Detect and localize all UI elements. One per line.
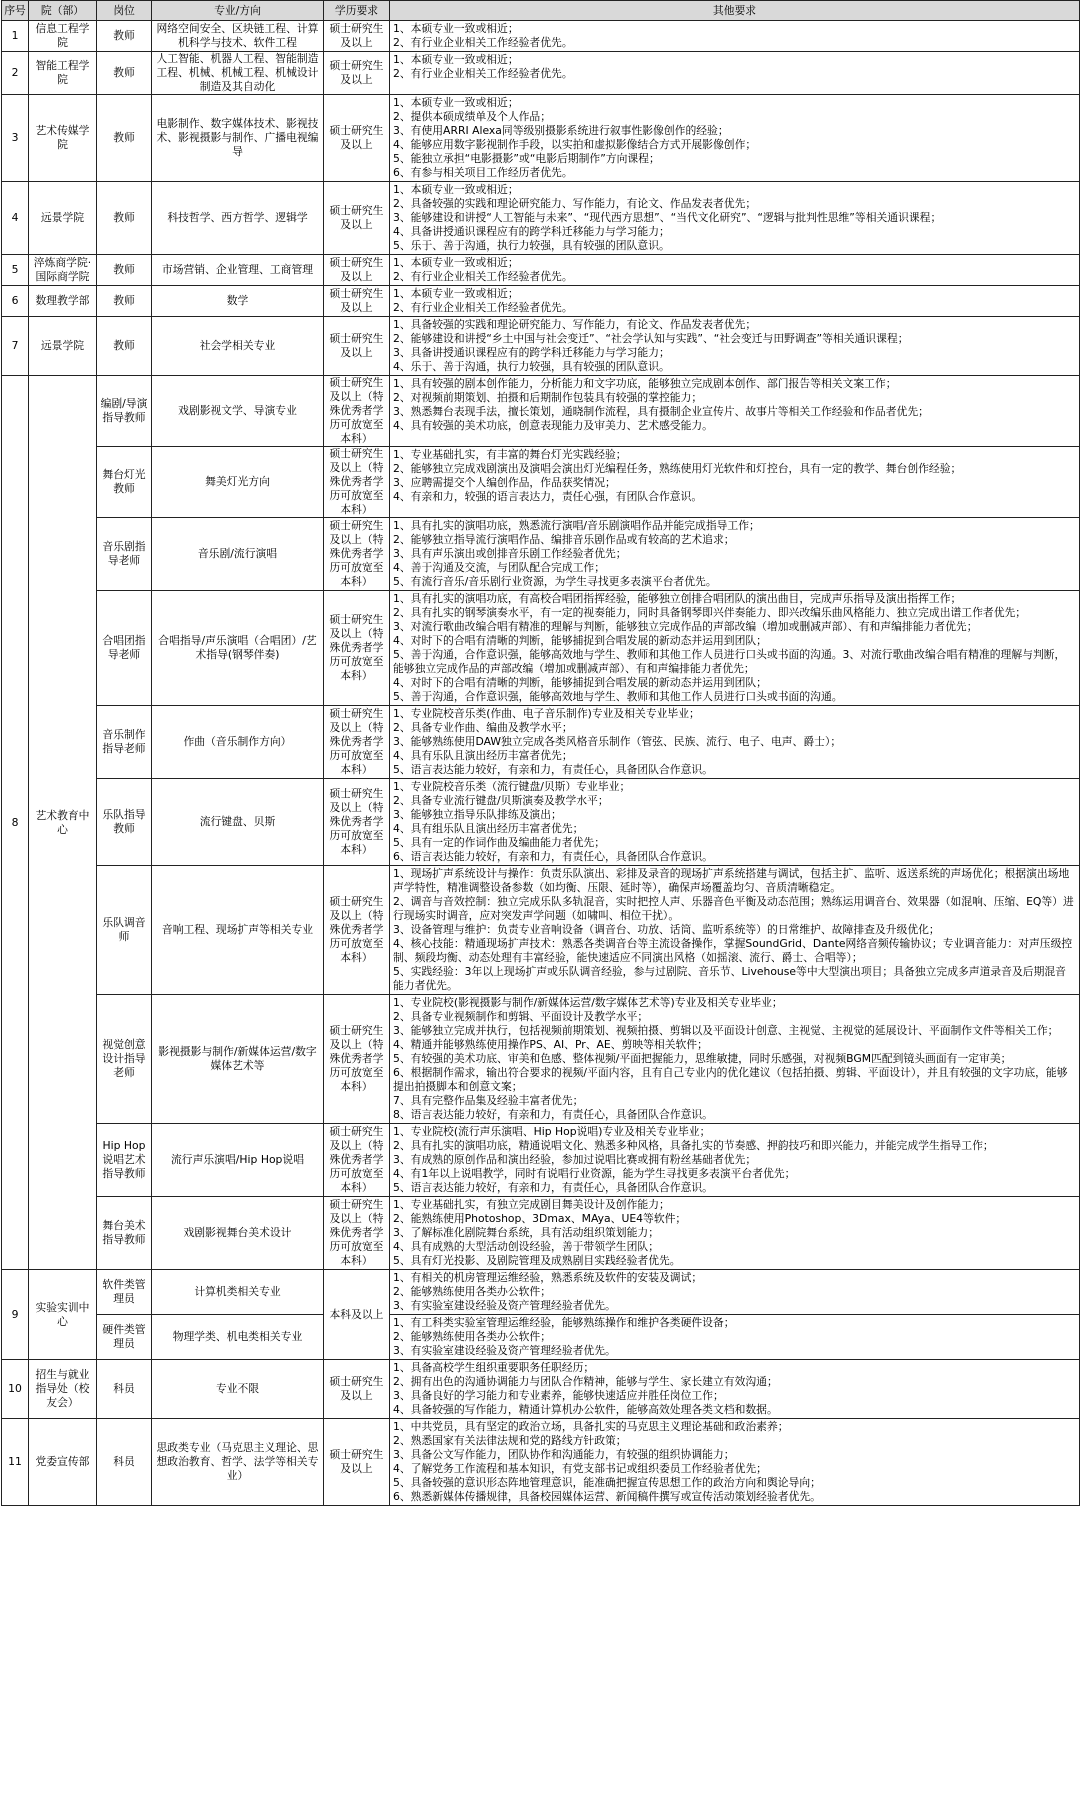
- table-row: [2, 866, 1080, 995]
- table-row: [2, 182, 1080, 255]
- requirement-line: 5、具备较强的意识形态阵地管理意识，能准确把握宣传思想工作的政治方向和舆论导向；: [393, 1476, 821, 1489]
- major-cell: 数学: [152, 286, 324, 317]
- requirement-line: 4、核心技能：精通现场扩声技术：熟悉各类调音台等主流设备操作，掌握SoundGrid、Dante网络音频传输协议；专业调音能力：对声压级控制、频段均衡、动态处理有丰富经验，能快速适应不同演出风格（如摇滚、流行、爵士、合唱等）；: [393, 937, 1073, 964]
- requirement-line: 2、具备专业视频制作和剪辑、平面设计及教学水平；: [393, 1010, 649, 1023]
- table-row: [2, 447, 1080, 518]
- row-number: 3: [2, 95, 29, 182]
- row-number: 9: [2, 1270, 29, 1360]
- requirement-line: 3、有成熟的原创作品和演出经验，参加过说唱比赛或拥有粉丝基础者优先；: [393, 1153, 757, 1166]
- requirements-cell: [390, 95, 1080, 182]
- major-cell: 影视摄影与制作/新媒体运营/数字媒体艺术等: [152, 995, 324, 1124]
- education-cell: 硕士研究生及以上（特殊优秀者学历可放宽至本科）: [324, 1124, 390, 1197]
- requirement-line: 5、有较强的美术功底、审美和色感、整体视频/平面把握能力，思维敏捷，同时乐感强，对视频BGM匹配到镜头画面有一定审美；: [393, 1052, 1012, 1065]
- table-row: [2, 1124, 1080, 1197]
- requirement-line: 4、有1年以上说唱教学，同时有说唱行业资源，能为学生寻找更多表演平台者优先；: [393, 1167, 796, 1180]
- requirement-line: 1、本硕专业一致或相近；: [393, 183, 519, 196]
- requirement-line: 1、中共党员，具有坚定的政治立场，具备扎实的马克思主义理论基础和政治素养；: [393, 1420, 789, 1433]
- requirement-line: 2、拥有出色的沟通协调能力与团队合作精神，能够与学生、家长建立有效沟通；: [393, 1375, 778, 1388]
- requirement-line: 1、现场扩声系统设计与操作：负责乐队演出、彩排及录音的现场扩声系统搭建与调试，包括主扩、监听、返送系统的声场优化；根据演出场地声学特性，精准调整设备参数（如均衡、压限、延时等），确保声场覆盖均匀、音质清晰稳定。: [393, 867, 1070, 894]
- requirement-line: 2、有行业企业相关工作经验者优先。: [393, 36, 573, 49]
- post-cell: 音乐制作指导老师: [97, 706, 152, 779]
- requirement-line: 3、能够独立指导乐队排练及演出；: [393, 808, 562, 821]
- education-cell: 硕士研究生及以上（特殊优秀者学历可放宽至本科）: [324, 1197, 390, 1270]
- requirement-line: 4、具备讲授通识课程应有的跨学科迁移能力与学习能力；: [393, 225, 670, 238]
- requirement-line: 2、具备专业流行键盘/贝斯演奏及教学水平；: [393, 794, 609, 807]
- requirement-line: 1、专业基础扎实，有独立完成剧目舞美设计及创作能力；: [393, 1198, 670, 1211]
- major-cell: 作曲（音乐制作方向）: [152, 706, 324, 779]
- requirement-line: 4、对时下的合唱有清晰的判断，能够捕捉到合唱发展的新动态并运用到团队；: [393, 634, 767, 647]
- post-cell: 合唱团指导老师: [97, 591, 152, 706]
- requirement-line: 2、有行业企业相关工作经验者优先。: [393, 270, 573, 283]
- requirement-line: 2、对视频前期策划、拍摄和后期制作包装具有较强的掌控能力；: [393, 391, 703, 404]
- requirement-line: 4、善于沟通及交流，与团队配合完成工作；: [393, 561, 606, 574]
- table-row: [2, 376, 1080, 447]
- requirement-line: 7、具有完整作品集及经验丰富者优先；: [393, 1094, 584, 1107]
- education-cell: 硕士研究生及以上: [324, 1419, 390, 1506]
- education-cell: 硕士研究生及以上（特殊优秀者学历可放宽至本科）: [324, 591, 390, 706]
- education-cell: 硕士研究生及以上: [324, 286, 390, 317]
- post-cell: 编剧/导演指导教师: [97, 376, 152, 447]
- table-row: [2, 779, 1080, 866]
- requirement-line: 4、乐于、善于沟通，执行力较强，具有较强的团队意识。: [393, 360, 670, 373]
- requirement-line: 4、能够应用数字影视制作手段，以实拍和虚拟影像结合方式开展影像创作；: [393, 138, 757, 151]
- requirements-cell: [390, 518, 1080, 591]
- major-cell: 舞美灯光方向: [152, 447, 324, 518]
- requirement-line: 3、熟悉舞台表现手法，擅长策划，通晓制作流程，具有摄制企业宣传片、故事片等相关工作经验和作品者优先；: [393, 405, 929, 418]
- education-cell: 硕士研究生及以上: [324, 317, 390, 376]
- requirement-line: 4、具有较强的美术功底，创意表现能力及审美力、艺术感受能力。: [393, 419, 713, 432]
- requirements-cell: [390, 1315, 1080, 1360]
- post-cell: 教师: [97, 95, 152, 182]
- requirement-line: 2、能够建设和讲授“乡土中国与社会变迁”、“社会学认知与实践”、“社会变迁与田野调查”等相关通识课程；: [393, 332, 909, 345]
- requirement-line: 2、能熟练使用Photoshop、3Dmax、MAya、UE4等软件；: [393, 1212, 687, 1225]
- requirements-cell: [390, 317, 1080, 376]
- table-row: [2, 995, 1080, 1124]
- major-cell: 音响工程、现场扩声等相关专业: [152, 866, 324, 995]
- requirement-line: 5、语言表达能力较好，有亲和力，有责任心，具备团队合作意识。: [393, 763, 713, 776]
- requirement-line: 4、具备较强的写作能力，精通计算机办公软件，能够高效处理各类文档和数据。: [393, 1403, 778, 1416]
- requirement-line: 6、有参与相关项目工作经历者优先。: [393, 166, 573, 179]
- requirement-line: 1、本硕专业一致或相近；: [393, 256, 519, 269]
- department-cell: 信息工程学院: [29, 21, 97, 52]
- requirements-cell: [390, 286, 1080, 317]
- table-row: [2, 1419, 1080, 1506]
- post-cell: 教师: [97, 317, 152, 376]
- requirements-cell: [390, 21, 1080, 52]
- requirement-line: 2、具有扎实的钢琴演奏水平，有一定的视奏能力，同时具备钢琴即兴伴奏能力、即兴改编乐曲风格能力、独立完成出谱工作者优先；: [393, 606, 1027, 619]
- row-number: 11: [2, 1419, 29, 1506]
- requirement-line: 4、有亲和力，较强的语言表达力，责任心强，有团队合作意识。: [393, 490, 703, 503]
- major-cell: 戏剧影视文学、导演专业: [152, 376, 324, 447]
- requirement-line: 4、具有成熟的大型活动创设经验，善于带领学生团队；: [393, 1240, 659, 1253]
- requirement-line: 1、本硕专业一致或相近；: [393, 53, 519, 66]
- table-row: [2, 706, 1080, 779]
- requirement-line: 2、具有扎实的演唱功底，精通说唱文化、熟悉多种风格，具备扎实的节奏感、押韵技巧和即兴能力，并能完成学生指导工作；: [393, 1139, 994, 1152]
- requirement-line: 3、有使用ARRI Alexa同等级别摄影系统进行叙事性影像创作的经验；: [393, 124, 729, 137]
- education-cell: 硕士研究生及以上: [324, 21, 390, 52]
- requirement-line: 5、善于沟通，合作意识强，能够高效地与学生、教师和其他工作人员进行口头或书面的沟通。: [393, 690, 843, 703]
- table-row: [2, 52, 1080, 95]
- major-cell: 合唱指导/声乐演唱（合唱团）/艺术指导(钢琴伴奏): [152, 591, 324, 706]
- major-cell: 市场营销、企业管理、工商管理: [152, 255, 324, 286]
- requirement-line: 1、专业院校(流行声乐演唱、Hip Hop说唱)专业及相关专业毕业；: [393, 1125, 711, 1138]
- requirement-line: 3、具备良好的学习能力和专业素养，能够快速适应并胜任岗位工作；: [393, 1389, 724, 1402]
- department-cell: 党委宣传部: [29, 1419, 97, 1506]
- requirements-cell: [390, 1419, 1080, 1506]
- requirement-line: 3、能够熟练使用DAW独立完成各类风格音乐制作（管弦、民族、流行、电子、电声、爵士）；: [393, 735, 842, 748]
- education-cell: 硕士研究生及以上: [324, 1360, 390, 1419]
- requirement-line: 4、对时下的合唱有清晰的判断，能够捕捉到合唱发展的新动态并运用到团队；: [393, 676, 767, 689]
- requirement-line: 1、本硕专业一致或相近；: [393, 287, 519, 300]
- requirement-line: 2、能够熟练使用各类办公软件；: [393, 1330, 552, 1343]
- row-number: 5: [2, 255, 29, 286]
- requirement-line: 2、提供本硕成绩单及个人作品；: [393, 110, 552, 123]
- table-row: [2, 518, 1080, 591]
- requirement-line: 6、熟悉新媒体传播规律，具备校园媒体运营、新闻稿件撰写或宣传活动策划经验者优先。: [393, 1490, 821, 1503]
- post-cell: 教师: [97, 286, 152, 317]
- requirement-line: 5、具有一定的作词作曲及编曲能力者优先；: [393, 836, 606, 849]
- table-row: [2, 591, 1080, 706]
- requirements-cell: [390, 866, 1080, 995]
- table-row: [2, 1315, 1080, 1360]
- requirement-line: 1、具有扎实的演唱功底，熟悉流行演唱/音乐剧演唱作品并能完成指导工作；: [393, 519, 760, 532]
- major-cell: 人工智能、机器人工程、智能制造工程、机械、机械工程、机械设计制造及其自动化: [152, 52, 324, 95]
- row-number: 8: [2, 376, 29, 1270]
- requirement-line: 3、了解标准化剧院舞台系统，具有活动组织策划能力；: [393, 1226, 659, 1239]
- requirement-line: 1、具备高校学生组织重要职务任职经历；: [393, 1361, 595, 1374]
- post-cell: 硬件类管理员: [97, 1315, 152, 1360]
- major-cell: 音乐剧/流行演唱: [152, 518, 324, 591]
- requirement-line: 3、能够建设和讲授“人工智能与未来”、“现代西方思想”、“当代文化研究”、“逻辑与批判性思维”等相关通识课程；: [393, 211, 942, 224]
- requirement-line: 3、有实验室建设经验及资产管理经验者优先。: [393, 1299, 616, 1312]
- requirement-line: 3、有实验室建设经验及资产管理经验者优先。: [393, 1344, 616, 1357]
- major-cell: 网络空间安全、区块链工程、计算机科学与技术、软件工程: [152, 21, 324, 52]
- requirement-line: 2、有行业企业相关工作经验者优先。: [393, 67, 573, 80]
- education-cell: 硕士研究生及以上: [324, 52, 390, 95]
- requirement-line: 8、语言表达能力较好，有亲和力，有责任心，具备团队合作意识。: [393, 1108, 713, 1121]
- major-cell: 电影制作、数字媒体技术、影视技术、影视摄影与制作、广播电视编导: [152, 95, 324, 182]
- post-cell: 教师: [97, 52, 152, 95]
- requirement-line: 3、应聘需提交个人编创作品，作品获奖情况；: [393, 476, 616, 489]
- post-cell: 科员: [97, 1419, 152, 1506]
- table-row: [2, 95, 1080, 182]
- education-cell: 硕士研究生及以上（特殊优秀者学历可放宽至本科）: [324, 518, 390, 591]
- major-cell: 物理学类、机电类相关专业: [152, 1315, 324, 1360]
- department-cell: 淬炼商学院·国际商学院: [29, 255, 97, 286]
- post-cell: Hip Hop说唱艺术指导教师: [97, 1124, 152, 1197]
- requirement-line: 2、具备较强的实践和理论研究能力、写作能力，有论文、作品发表者优先；: [393, 197, 757, 210]
- education-cell: 硕士研究生及以上（特殊优秀者学历可放宽至本科）: [324, 779, 390, 866]
- requirement-line: 4、了解党务工作流程和基本知识，有党支部书记或组织委员工作经验者优先；: [393, 1462, 767, 1475]
- requirement-line: 6、根据制作需求，输出符合要求的视频/平面内容，且有自己专业内的优化建议（包括拍摄、剪辑、平面设计），并且有较强的文字功底，能够提出拍摄脚本和创意文案；: [393, 1066, 1068, 1093]
- post-cell: 教师: [97, 182, 152, 255]
- requirement-line: 4、具有乐队且演出经历丰富者优先；: [393, 749, 573, 762]
- department-cell: 招生与就业指导处（校友会）: [29, 1360, 97, 1419]
- requirement-line: 2、能够独立完成戏剧演出及演唱会演出灯光编程任务，熟练使用灯光软件和灯控台，具有一定的教学、舞台创作经验；: [393, 462, 962, 475]
- table-row: [2, 317, 1080, 376]
- header-row: [2, 1, 1080, 21]
- header-major: 专业/方向: [152, 1, 324, 21]
- requirement-line: 3、能够独立完成并执行，包括视频前期策划、视频拍摄、剪辑以及平面设计创意、主视觉、主视觉的延展设计、平面制作文件等相关工作；: [393, 1024, 1059, 1037]
- post-cell: 科员: [97, 1360, 152, 1419]
- post-cell: 乐队调音师: [97, 866, 152, 995]
- requirements-cell: [390, 1270, 1080, 1315]
- department-cell: 实验实训中心: [29, 1270, 97, 1360]
- post-cell: 视觉创意设计指导老师: [97, 995, 152, 1124]
- major-cell: 专业不限: [152, 1360, 324, 1419]
- requirements-cell: [390, 52, 1080, 95]
- requirement-line: 4、具有组乐队且演出经历丰富者优先；: [393, 822, 584, 835]
- requirement-line: 2、能够熟练使用各类办公软件；: [393, 1285, 552, 1298]
- education-cell: 本科及以上: [324, 1270, 390, 1360]
- requirements-cell: [390, 995, 1080, 1124]
- department-cell: 远景学院: [29, 182, 97, 255]
- requirement-line: 1、具有扎实的演唱功底，有高校合唱团指挥经验，能够独立创排合唱团队的演出曲目，完成声乐指导及演出指挥工作；: [393, 592, 962, 605]
- requirement-line: 5、语言表达能力较好，有亲和力，有责任心，具备团队合作意识。: [393, 1181, 713, 1194]
- table-row: [2, 286, 1080, 317]
- major-cell: 社会学相关专业: [152, 317, 324, 376]
- department-cell: 数理教学部: [29, 286, 97, 317]
- requirement-line: 1、专业院校音乐类(作曲、电子音乐制作)专业及相关专业毕业；: [393, 707, 700, 720]
- department-cell: 智能工程学院: [29, 52, 97, 95]
- requirement-line: 3、具备讲授通识课程应有的跨学科迁移能力与学习能力；: [393, 346, 670, 359]
- requirement-line: 1、本硕专业一致或相近；: [393, 22, 519, 35]
- requirements-cell: [390, 1197, 1080, 1270]
- requirement-line: 1、具备较强的实践和理论研究能力、写作能力，有论文、作品发表者优先；: [393, 318, 757, 331]
- table-row: [2, 21, 1080, 52]
- major-cell: 流行键盘、贝斯: [152, 779, 324, 866]
- requirement-line: 2、具备专业作曲、编曲及教学水平；: [393, 721, 573, 734]
- requirement-line: 3、设备管理与维护：负责专业音响设备（调音台、功放、话筒、监听系统等）的日常维护、故障排查及升级优化；: [393, 923, 940, 936]
- requirement-line: 5、有流行音乐/音乐剧行业资源，为学生寻找更多表演平台者优先。: [393, 575, 717, 588]
- education-cell: 硕士研究生及以上（特殊优秀者学历可放宽至本科）: [324, 995, 390, 1124]
- table-row: [2, 1270, 1080, 1315]
- requirement-line: 5、善于沟通，合作意识强，能够高效地与学生、教师和其他工作人员进行口头或书面的沟通。3、对流行歌曲改编合唱有精准的理解与判断，能够独立完成作品的声部改编（增加或删减声部）、有和声编排能力者优先；: [393, 648, 1066, 675]
- requirement-line: 1、专业院校音乐类（流行键盘/贝斯）专业毕业；: [393, 780, 631, 793]
- requirement-line: 1、专业基础扎实，有丰富的舞台灯光实践经验；: [393, 448, 627, 461]
- row-number: 2: [2, 52, 29, 95]
- education-cell: 硕士研究生及以上（特殊优秀者学历可放宽至本科）: [324, 866, 390, 995]
- requirements-cell: [390, 779, 1080, 866]
- requirements-cell: [390, 1360, 1080, 1419]
- education-cell: 硕士研究生及以上: [324, 182, 390, 255]
- department-cell: 艺术传媒学院: [29, 95, 97, 182]
- row-number: 4: [2, 182, 29, 255]
- post-cell: 乐队指导教师: [97, 779, 152, 866]
- major-cell: 科技哲学、西方哲学、逻辑学: [152, 182, 324, 255]
- major-cell: 思政类专业（马克思主义理论、思想政治教育、哲学、法学等相关专业）: [152, 1419, 324, 1506]
- education-cell: 硕士研究生及以上（特殊优秀者学历可放宽至本科）: [324, 376, 390, 447]
- table-row: [2, 1360, 1080, 1419]
- row-number: 1: [2, 21, 29, 52]
- header-post: 岗位: [97, 1, 152, 21]
- requirement-line: 5、乐于、善于沟通，执行力较强，具有较强的团队意识。: [393, 239, 670, 252]
- department-cell: 远景学院: [29, 317, 97, 376]
- recruitment-table: [1, 0, 1080, 1506]
- row-number: 7: [2, 317, 29, 376]
- department-cell: 艺术教育中心: [29, 376, 97, 1270]
- post-cell: 舞台灯光教师: [97, 447, 152, 518]
- requirement-line: 4、精通并能够熟练使用操作PS、AI、Pr、AE、剪映等相关软件；: [393, 1038, 708, 1051]
- requirements-cell: [390, 1124, 1080, 1197]
- requirement-line: 3、对流行歌曲改编合唱有精准的理解与判断，能够独立完成作品的声部改编（增加或删减声部）、有和声编排能力者优先；: [393, 620, 978, 633]
- requirement-line: 6、语言表达能力较好，有亲和力，有责任心，具备团队合作意识。: [393, 850, 713, 863]
- requirement-line: 3、具有声乐演出或创排音乐剧工作经验者优先；: [393, 547, 627, 560]
- requirement-line: 2、有行业企业相关工作经验者优先。: [393, 301, 573, 314]
- post-cell: 软件类管理员: [97, 1270, 152, 1315]
- requirement-line: 5、能独立承担“电影摄影”或“电影后期制作”方向课程；: [393, 152, 660, 165]
- requirements-cell: [390, 182, 1080, 255]
- requirement-line: 2、能够独立指导流行演唱作品、编排音乐剧作品或有较高的艺术追求；: [393, 533, 735, 546]
- header-edu: 学历要求: [324, 1, 390, 21]
- requirement-line: 1、具有较强的剧本创作能力，分析能力和文字功底，能够独立完成剧本创作、部门报告等相关文案工作；: [393, 377, 897, 390]
- table-body: [2, 21, 1080, 1506]
- education-cell: 硕士研究生及以上: [324, 95, 390, 182]
- post-cell: 音乐剧指导老师: [97, 518, 152, 591]
- row-number: 10: [2, 1360, 29, 1419]
- requirements-cell: [390, 255, 1080, 286]
- requirement-line: 1、专业院校(影视摄影与制作/新媒体运营/数字媒体艺术等)专业及相关专业毕业；: [393, 996, 783, 1009]
- requirement-line: 3、具备公文写作能力，团队协作和沟通能力，有较强的组织协调能力；: [393, 1448, 735, 1461]
- table-row: [2, 1197, 1080, 1270]
- requirement-line: 2、熟悉国家有关法律法规和党的路线方针政策；: [393, 1434, 627, 1447]
- education-cell: 硕士研究生及以上（特殊优秀者学历可放宽至本科）: [324, 706, 390, 779]
- requirement-line: 1、有相关的机房管理运维经验，熟悉系统及软件的安装及调试；: [393, 1271, 703, 1284]
- header-dept: 院（部）: [29, 1, 97, 21]
- requirement-line: 1、有工科类实验室管理运维经验，能够熟练操作和维护各类硬件设备；: [393, 1316, 735, 1329]
- header-no: 序号: [2, 1, 29, 21]
- requirement-line: 5、实践经验：3年以上现场扩声或乐队调音经验，参与过剧院、音乐节、Livehouse等中大型演出项目；具备独立完成多声道录音及后期混音能力者优先。: [393, 965, 1066, 992]
- major-cell: 戏剧影视舞台美术设计: [152, 1197, 324, 1270]
- education-cell: 硕士研究生及以上: [324, 255, 390, 286]
- requirement-line: 1、本硕专业一致或相近；: [393, 96, 519, 109]
- requirements-cell: [390, 376, 1080, 447]
- requirements-cell: [390, 447, 1080, 518]
- requirement-line: 5、具有灯光投影、及剧院管理及成熟剧目实践经验者优先。: [393, 1254, 681, 1267]
- header-requirements: 其他要求: [390, 1, 1080, 21]
- education-cell: 硕士研究生及以上（特殊优秀者学历可放宽至本科）: [324, 447, 390, 518]
- major-cell: 计算机类相关专业: [152, 1270, 324, 1315]
- table-row: [2, 255, 1080, 286]
- post-cell: 舞台美术指导教师: [97, 1197, 152, 1270]
- requirement-line: 2、调音与音效控制：独立完成乐队多轨混音，实时把控人声、乐器音色平衡及动态范围；熟练运用调音台、效果器（如混响、压缩、EQ等）进行现场实时调音，应对突发声学问题（如啸叫、相位干扰）。: [393, 895, 1074, 922]
- post-cell: 教师: [97, 21, 152, 52]
- post-cell: 教师: [97, 255, 152, 286]
- major-cell: 流行声乐演唱/Hip Hop说唱: [152, 1124, 324, 1197]
- requirements-cell: [390, 706, 1080, 779]
- requirements-cell: [390, 591, 1080, 706]
- row-number: 6: [2, 286, 29, 317]
